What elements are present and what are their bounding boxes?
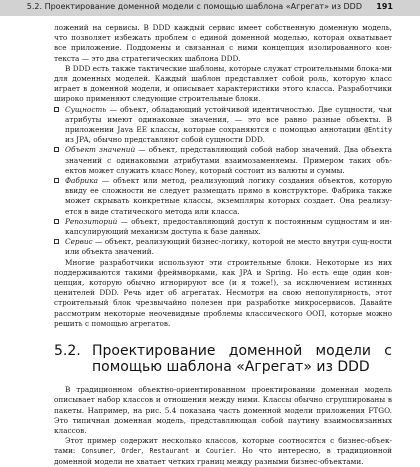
page-body bbox=[54, 23, 392, 467]
checkbox-bullet-icon bbox=[54, 178, 59, 183]
paragraph-intro-1: ложений на сервисы. В DDD каждый сервис имеет собственную доменную модель, что позволяет избежать проблем с единой доменной моделью, которая охватывает все приложение. Поддомены и связанная с ними концепция изолированного кон-текста — это два стратегических шаблона DDD. bbox=[54, 23, 392, 63]
checkbox-bullet-icon bbox=[54, 219, 59, 224]
section-heading bbox=[54, 343, 392, 375]
running-title: 5.2. Проектирование доменной модели с помощью шаблона «Агрегат» из DDD bbox=[26, 2, 362, 11]
list-item-factory bbox=[54, 176, 392, 217]
code-courier: Courier bbox=[205, 447, 234, 456]
list-item-service bbox=[54, 237, 392, 257]
code-restaurant: Restaurant bbox=[149, 447, 190, 456]
item-text: из JPA, обычно представляют собой сущности DDD. bbox=[65, 135, 265, 145]
term-label: Фабрика bbox=[65, 176, 98, 186]
list-item-value-object bbox=[54, 145, 392, 176]
building-blocks-list bbox=[54, 105, 392, 258]
checkbox-bullet-icon bbox=[54, 107, 59, 112]
text-fragment: . Но что интересно, в традиционной доменной модели не хватает четких границ между разными бизнес-объектами. bbox=[54, 446, 392, 466]
code-consumer: Consumer bbox=[81, 447, 114, 456]
list-item-repository bbox=[54, 217, 392, 237]
item-text: — объект, представляющий собой набор значений. Два объекта значений с одинаковыми атрибутами взаимозаменяемы. Примером таких объ-ектов может служить класс bbox=[65, 145, 392, 175]
running-header bbox=[0, 0, 420, 16]
paragraph-business-objects bbox=[54, 436, 392, 467]
section-number: 5.2. bbox=[54, 343, 81, 360]
item-text: — объект или метод, реализующий логику создания объектов, которую ввиду ее сложности не следует размещать прямо в конструкторе. Фабрика также может скрывать конкретные классы, экземпляры которых создает. Она реализу-ется в виде статического метода или класса. bbox=[65, 176, 392, 216]
section-title: Проектирование доменной модели с помощью шаблона «Агрегат» из DDD bbox=[92, 343, 392, 376]
code-annotation: @Entity bbox=[364, 126, 392, 135]
paragraph-intro-2: В DDD есть также тактические шаблоны, которые служат строительными блока-ми для доменных моделей. Каждый шаблон представляет собой роль, которую класс играет в доменной модели, и описывает характеристики этого класса. Разработчики широко применяют следующие строительные блоки. bbox=[54, 63, 392, 104]
list-item-entity bbox=[54, 105, 392, 146]
page-number: 191 bbox=[376, 2, 393, 11]
checkbox-bullet-icon bbox=[54, 147, 59, 152]
code-order: Order bbox=[121, 447, 142, 456]
text-fragment: , bbox=[141, 446, 150, 456]
item-text: , который состоит из валюты и суммы. bbox=[195, 165, 345, 175]
text-fragment: Этот пример содержит несколько классов, которые соотносятся с бизнес-объек-тами: bbox=[54, 436, 392, 456]
term-label: Объект значений bbox=[65, 145, 136, 155]
term-label: Репозиторий bbox=[65, 216, 118, 226]
term-label: Сущность bbox=[65, 104, 107, 114]
text-fragment: , bbox=[113, 446, 122, 456]
checkbox-bullet-icon bbox=[54, 239, 59, 244]
paragraph-aggregates: Многие разработчики используют эти строительные блоки. Некоторые из них поддерживаются такими фреймворками, как JPA и Spring. Но есть еще один кон-цепция, которую обычно игнорируют все (и я тоже!), за исключением истинных ценителей DDD. Речь идет об агрегатах. Несмотря на свою непопулярность, этот строительный блок чрезвычайно полезен при разработке микросервисов. Давайте рассмотрим некоторые неочевидные проблемы классического ООП, которые можно решить с помощью агрегатов. bbox=[54, 257, 392, 328]
text-fragment: и bbox=[189, 446, 206, 456]
paragraph-traditional-ood: В традиционном объектно-ориентированном проектировании доменная модель описывает набор классов и отношения между ними. Классы обычно сгруппированы в пакеты. Например, на рис. 5.4 показана часть доменной модели приложения FTGO. Это типичная доменная модель, представляющая собой паутину взаимосвязанных классов. bbox=[54, 385, 392, 435]
term-label: Сервис bbox=[65, 237, 93, 247]
item-text: — объект, предоставляющий доступ к постоянным сущностям и ин-капсулирующий механизм доступа к базе данных. bbox=[65, 216, 392, 237]
item-text: — объект, реализующий бизнес-логику, которой не место внутри сущ-ности или объекта значений. bbox=[65, 237, 392, 257]
item-text: — объект, обладающий устойчивой идентичностью. Две сущности, чьи атрибуты имеют одинаковые значения, — это все равно разные объекты. В приложении Java EE классы, которые сохраняются с помощью аннотации bbox=[65, 104, 392, 135]
code-class-name: Money bbox=[175, 166, 196, 175]
